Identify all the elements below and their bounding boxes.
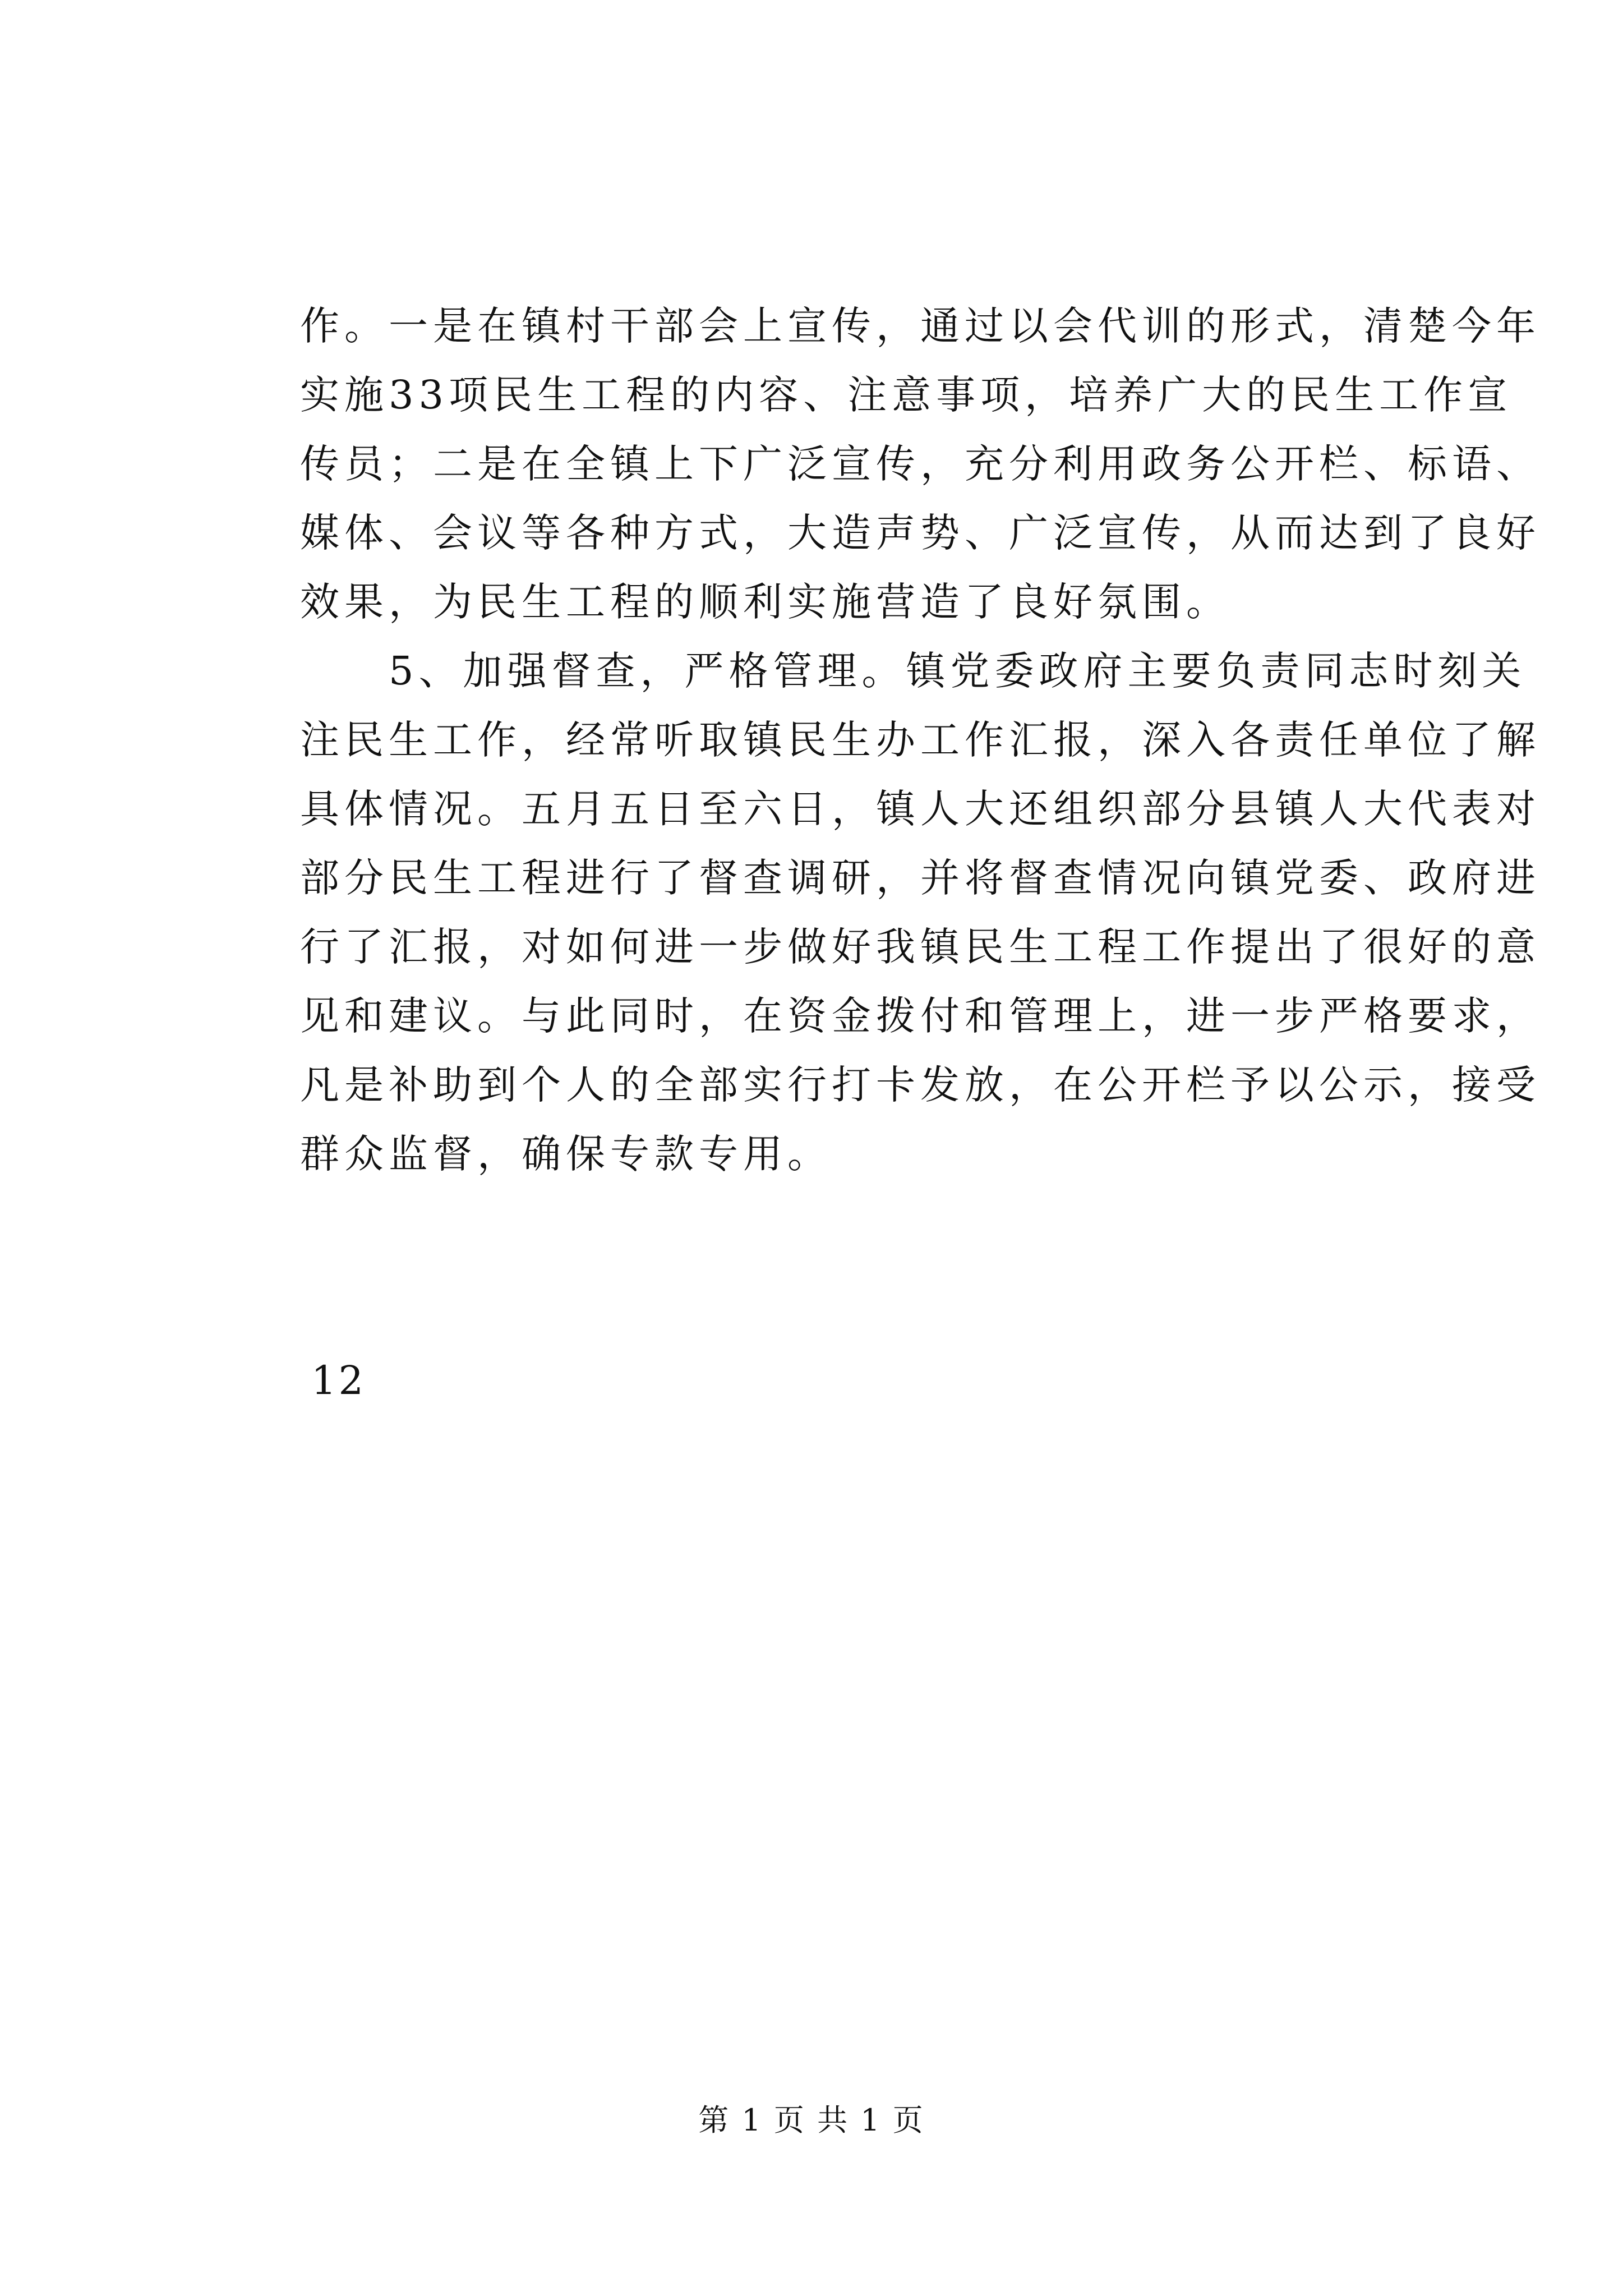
- text-line-12: 凡是补助到个人的全部实行打卡发放，在公开栏予以公示，接受: [300, 1062, 1541, 1108]
- text-line-7: 注民生工作，经常听取镇民生办工作汇报，深入各责任单位了解: [300, 717, 1541, 763]
- text-line-4: 媒体、会议等各种方式，大造声势、广泛宣传，从而达到了良好: [300, 510, 1541, 556]
- inline-page-mark: 12: [311, 1358, 366, 1404]
- text-line-10: 行了汇报，对如何进一步做好我镇民生工程工作提出了很好的意: [300, 924, 1541, 970]
- text-line-13: 群众监督，确保专款专用。: [300, 1131, 832, 1177]
- text-line-3: 传员；二是在全镇上下广泛宣传，充分利用政务公开栏、标语、: [300, 441, 1541, 487]
- page-footer: 第 1 页 共 1 页: [698, 2102, 925, 2138]
- text-line-2: 实施33项民生工程的内容、注意事项，培养广大的民生工作宣: [300, 372, 1513, 418]
- text-line-1: 作。一是在镇村干部会上宣传，通过以会代训的形式，清楚今年: [300, 303, 1541, 349]
- document-body: [300, 292, 1541, 1189]
- text-line-11: 见和建议。与此同时，在资金拨付和管理上，进一步严格要求，: [300, 993, 1541, 1039]
- text-line-6: 5、加强督查，严格管理。镇党委政府主要负责同志时刻关: [300, 648, 1527, 694]
- text-line-5: 效果，为民生工程的顺利实施营造了良好氛围。: [300, 579, 1230, 625]
- text-line-9: 部分民生工程进行了督查调研，并将督查情况向镇党委、政府进: [300, 855, 1541, 901]
- text-line-8: 具体情况。五月五日至六日，镇人大还组织部分县镇人大代表对: [300, 786, 1541, 832]
